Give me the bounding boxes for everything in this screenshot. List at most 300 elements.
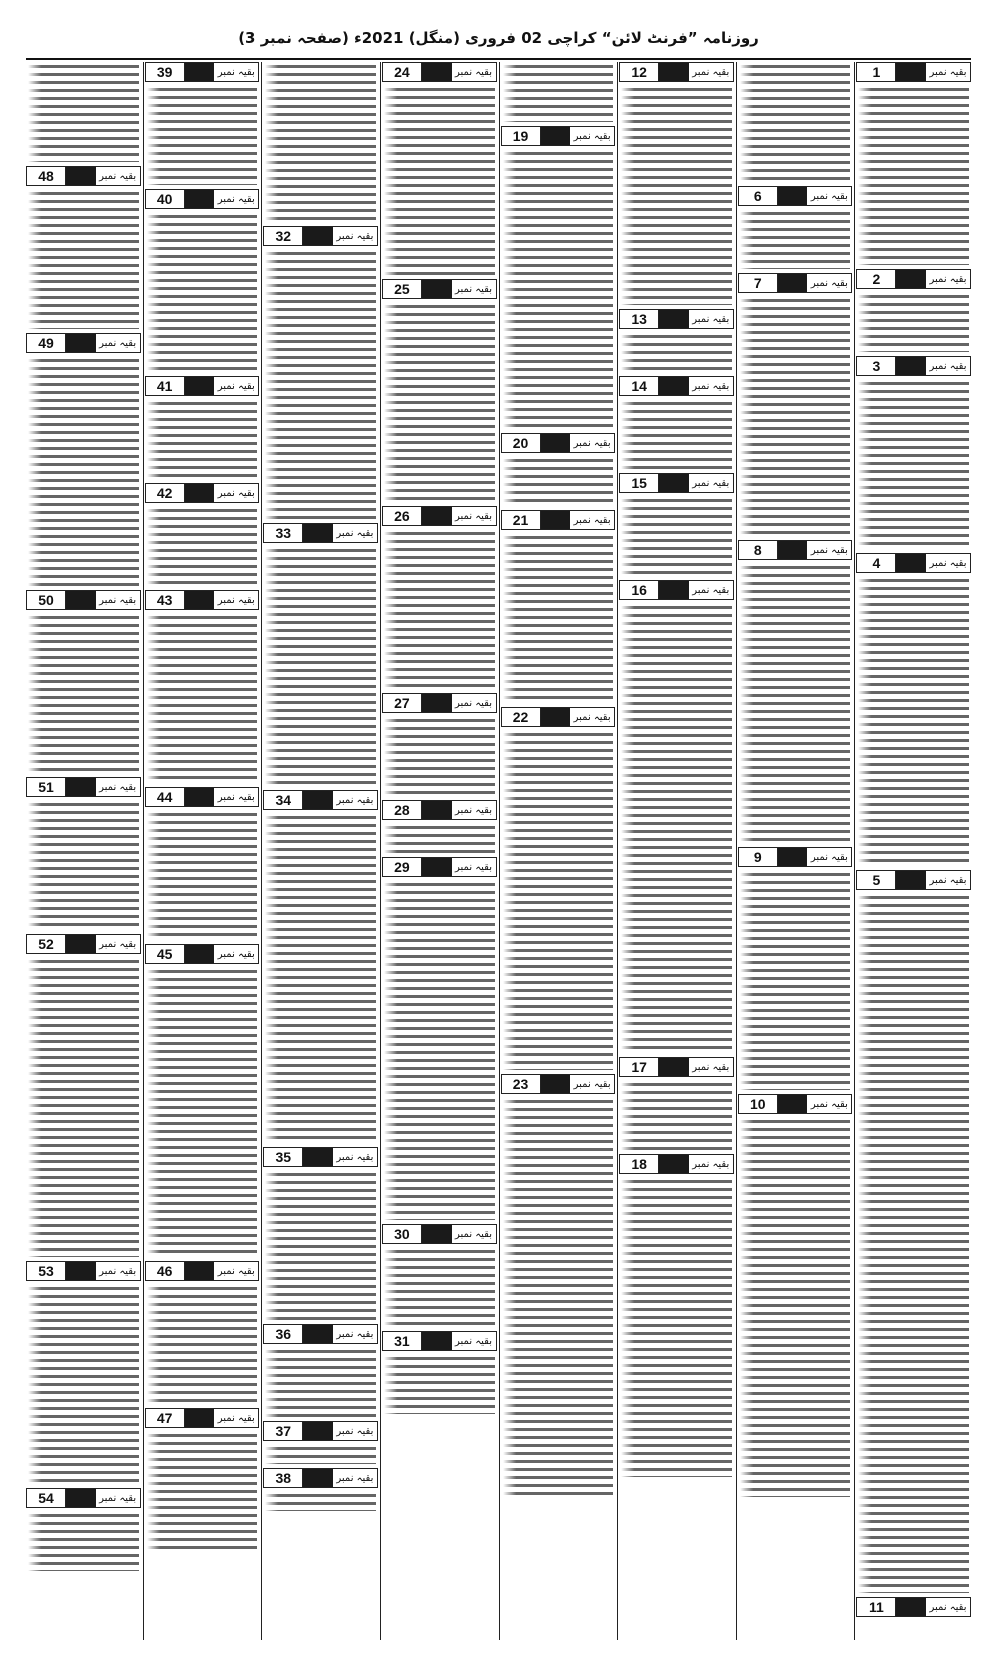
header-bar bbox=[659, 310, 689, 328]
story-header bbox=[26, 1488, 141, 1508]
story-number: 21 bbox=[502, 511, 541, 529]
story-body-text bbox=[621, 85, 732, 305]
story-body-text bbox=[147, 967, 258, 1257]
story-header bbox=[382, 693, 497, 713]
story-number: 5 bbox=[857, 871, 896, 889]
story-number: 10 bbox=[739, 1095, 778, 1113]
header-bar bbox=[185, 190, 215, 208]
story-body-text bbox=[503, 1097, 614, 1497]
story-number: 14 bbox=[620, 377, 659, 395]
story-header bbox=[263, 1324, 378, 1344]
story-label: بقیہ نمبر bbox=[217, 66, 255, 78]
story-number: 39 bbox=[146, 63, 185, 81]
story-body-text bbox=[621, 1177, 732, 1477]
story bbox=[738, 273, 853, 536]
header-bar bbox=[185, 63, 215, 81]
story-number: 32 bbox=[264, 227, 303, 245]
story-label: بقیہ نمبر bbox=[692, 1158, 730, 1170]
story bbox=[263, 1421, 378, 1464]
story-body-text bbox=[621, 332, 732, 372]
header-bar bbox=[422, 280, 452, 298]
story-body-text bbox=[740, 296, 851, 536]
story-number: 9 bbox=[739, 848, 778, 866]
story-header bbox=[619, 1057, 734, 1077]
story-header bbox=[145, 189, 260, 209]
story-header bbox=[145, 1261, 260, 1281]
story-body-text bbox=[740, 209, 851, 269]
story-number: 38 bbox=[264, 1469, 303, 1487]
story-header bbox=[26, 166, 141, 186]
column-1 bbox=[856, 62, 971, 1640]
story-label: بقیہ نمبر bbox=[810, 190, 848, 202]
story-label: بقیہ نمبر bbox=[455, 697, 492, 709]
story-body-text bbox=[28, 62, 139, 162]
story-label: بقیہ نمبر bbox=[217, 1412, 255, 1424]
story-header bbox=[382, 279, 497, 299]
story-label: بقیہ نمبر bbox=[217, 380, 255, 392]
story bbox=[619, 62, 734, 305]
story-header bbox=[619, 473, 734, 493]
story bbox=[856, 870, 971, 1593]
header-bar bbox=[659, 377, 689, 395]
header-bar bbox=[541, 708, 571, 726]
story bbox=[145, 483, 260, 586]
story-label: بقیہ نمبر bbox=[99, 594, 137, 606]
story-label: بقیہ نمبر bbox=[455, 1228, 492, 1240]
column-5 bbox=[382, 62, 497, 1640]
masthead-rule bbox=[26, 58, 971, 60]
story-body-text bbox=[28, 356, 139, 586]
story-header bbox=[26, 590, 141, 610]
story-number: 2 bbox=[857, 270, 896, 288]
story bbox=[501, 1074, 616, 1497]
story-number: 7 bbox=[739, 274, 778, 292]
story-header bbox=[619, 580, 734, 600]
story-label: بقیہ نمبر bbox=[455, 66, 492, 78]
story-body-text bbox=[740, 1117, 851, 1497]
story-header bbox=[145, 376, 260, 396]
header-bar bbox=[422, 801, 452, 819]
story-label: بقیہ نمبر bbox=[573, 130, 611, 142]
column-separator bbox=[143, 62, 144, 1640]
story-label: بقیہ نمبر bbox=[336, 527, 374, 539]
story bbox=[738, 847, 853, 1090]
story-label: بقیہ نمبر bbox=[455, 510, 492, 522]
header-bar bbox=[422, 694, 452, 712]
story-body-text bbox=[621, 603, 732, 1053]
story bbox=[501, 126, 616, 429]
story-number: 46 bbox=[146, 1262, 185, 1280]
story-label: بقیہ نمبر bbox=[692, 380, 730, 392]
story-label: بقیہ نمبر bbox=[217, 948, 255, 960]
story-header bbox=[738, 540, 853, 560]
story-number: 52 bbox=[27, 935, 66, 953]
header-bar bbox=[659, 1058, 689, 1076]
story-label: بقیہ نمبر bbox=[810, 851, 848, 863]
story bbox=[738, 186, 853, 269]
story-number: 37 bbox=[264, 1422, 303, 1440]
story-number: 36 bbox=[264, 1325, 303, 1343]
story-header bbox=[619, 309, 734, 329]
story-body-text bbox=[147, 85, 258, 185]
column-7 bbox=[145, 62, 260, 1640]
story-label: بقیہ نمبر bbox=[336, 1151, 374, 1163]
story-number: 11 bbox=[857, 1598, 896, 1616]
header-bar bbox=[778, 187, 808, 205]
story-body-text bbox=[384, 85, 495, 275]
story bbox=[856, 62, 971, 265]
masthead bbox=[0, 28, 997, 56]
story-label: بقیہ نمبر bbox=[692, 477, 730, 489]
story-label: بقیہ نمبر bbox=[99, 337, 137, 349]
story-number: 44 bbox=[146, 788, 185, 806]
column-separator bbox=[499, 62, 500, 1640]
story bbox=[619, 376, 734, 469]
story-body-text bbox=[147, 1431, 258, 1551]
story-number: 48 bbox=[27, 167, 66, 185]
story bbox=[619, 580, 734, 1053]
story bbox=[382, 62, 497, 275]
story-label: بقیہ نمبر bbox=[336, 1328, 374, 1340]
story-body-text bbox=[265, 249, 376, 519]
story-body-text bbox=[621, 1080, 732, 1150]
story-number: 45 bbox=[146, 945, 185, 963]
story bbox=[382, 279, 497, 502]
column-4 bbox=[501, 62, 616, 1640]
header-bar bbox=[185, 945, 215, 963]
story-header bbox=[263, 226, 378, 246]
story-header bbox=[263, 523, 378, 543]
story bbox=[26, 934, 141, 1257]
story-header bbox=[382, 506, 497, 526]
story-number: 47 bbox=[146, 1409, 185, 1427]
header-bar bbox=[422, 507, 452, 525]
story-header bbox=[145, 787, 260, 807]
story bbox=[263, 523, 378, 786]
story bbox=[856, 356, 971, 549]
story-label: بقیہ نمبر bbox=[573, 437, 611, 449]
story-header bbox=[501, 707, 616, 727]
story-header bbox=[263, 1147, 378, 1167]
story-body-text bbox=[384, 529, 495, 689]
story-label: بقیہ نمبر bbox=[217, 193, 255, 205]
story bbox=[619, 1154, 734, 1477]
story bbox=[501, 62, 616, 122]
column-8 bbox=[26, 62, 141, 1640]
story-body-text bbox=[858, 379, 969, 549]
story-body-text bbox=[147, 810, 258, 940]
story-body-text bbox=[147, 212, 258, 372]
story-number: 51 bbox=[27, 778, 66, 796]
story bbox=[619, 309, 734, 372]
story-header bbox=[145, 1408, 260, 1428]
story-label: بقیہ نمبر bbox=[929, 874, 967, 886]
story bbox=[263, 62, 378, 222]
story-header bbox=[263, 1421, 378, 1441]
story-body-text bbox=[147, 399, 258, 479]
story-body-text bbox=[265, 546, 376, 786]
story bbox=[382, 506, 497, 689]
story-number: 43 bbox=[146, 591, 185, 609]
header-bar bbox=[185, 591, 215, 609]
header-bar bbox=[422, 63, 452, 81]
story-number: 40 bbox=[146, 190, 185, 208]
story-label: بقیہ نمبر bbox=[455, 1335, 492, 1347]
story-header bbox=[856, 62, 971, 82]
story bbox=[501, 510, 616, 703]
story-body-text bbox=[147, 613, 258, 783]
story-body-text bbox=[384, 880, 495, 1220]
story-number: 49 bbox=[27, 334, 66, 352]
story bbox=[145, 787, 260, 940]
story-label: بقیہ نمبر bbox=[336, 1472, 374, 1484]
story-header bbox=[501, 126, 616, 146]
story bbox=[145, 590, 260, 783]
story-body-text bbox=[384, 716, 495, 796]
story-header bbox=[856, 269, 971, 289]
header-bar bbox=[422, 858, 452, 876]
story-number: 6 bbox=[739, 187, 778, 205]
story bbox=[856, 553, 971, 866]
story-header bbox=[26, 777, 141, 797]
story-header bbox=[856, 356, 971, 376]
story-label: بقیہ نمبر bbox=[99, 170, 137, 182]
story-number: 42 bbox=[146, 484, 185, 502]
story-body-text bbox=[265, 1347, 376, 1417]
story-number: 35 bbox=[264, 1148, 303, 1166]
story-number: 26 bbox=[383, 507, 422, 525]
header-bar bbox=[778, 848, 808, 866]
story-number: 13 bbox=[620, 310, 659, 328]
header-bar bbox=[778, 541, 808, 559]
story-body-text bbox=[384, 1354, 495, 1414]
header-bar bbox=[303, 524, 333, 542]
story-label: بقیہ نمبر bbox=[810, 544, 848, 556]
story bbox=[738, 540, 853, 843]
story-number: 16 bbox=[620, 581, 659, 599]
story bbox=[619, 473, 734, 576]
story-label: بقیہ نمبر bbox=[573, 514, 611, 526]
story bbox=[145, 944, 260, 1257]
story-number: 34 bbox=[264, 791, 303, 809]
header-bar bbox=[659, 1155, 689, 1173]
story bbox=[263, 1468, 378, 1511]
column-2 bbox=[738, 62, 853, 1640]
story-header bbox=[856, 553, 971, 573]
story-label: بقیہ نمبر bbox=[573, 711, 611, 723]
story-body-text bbox=[858, 893, 969, 1593]
story-body-text bbox=[503, 533, 614, 703]
story-header bbox=[26, 1261, 141, 1281]
story-label: بقیہ نمبر bbox=[929, 360, 967, 372]
header-bar bbox=[66, 591, 96, 609]
story bbox=[26, 1488, 141, 1571]
story-number: 41 bbox=[146, 377, 185, 395]
story-label: بقیہ نمبر bbox=[455, 283, 492, 295]
story-body-text bbox=[858, 576, 969, 866]
story-header bbox=[382, 800, 497, 820]
story bbox=[26, 62, 141, 162]
story-number: 1 bbox=[857, 63, 896, 81]
story-number: 3 bbox=[857, 357, 896, 375]
story-header bbox=[619, 1154, 734, 1174]
story-number: 19 bbox=[502, 127, 541, 145]
header-bar bbox=[541, 434, 571, 452]
story bbox=[738, 1094, 853, 1497]
story-label: بقیہ نمبر bbox=[810, 277, 848, 289]
story bbox=[145, 1408, 260, 1551]
header-bar bbox=[896, 270, 926, 288]
story-label: بقیہ نمبر bbox=[217, 594, 255, 606]
header-bar bbox=[659, 63, 689, 81]
story-header bbox=[738, 847, 853, 867]
story-header bbox=[263, 1468, 378, 1488]
header-bar bbox=[778, 1095, 808, 1113]
story bbox=[26, 333, 141, 586]
story-body-text bbox=[384, 1247, 495, 1327]
header-bar bbox=[185, 1409, 215, 1427]
story-header bbox=[738, 186, 853, 206]
story bbox=[263, 226, 378, 519]
column-3 bbox=[619, 62, 734, 1640]
header-bar bbox=[66, 167, 96, 185]
header-bar bbox=[896, 1598, 926, 1616]
story-label: بقیہ نمبر bbox=[217, 1265, 255, 1277]
header-bar bbox=[185, 1262, 215, 1280]
story-header bbox=[382, 62, 497, 82]
story-label: بقیہ نمبر bbox=[336, 230, 374, 242]
header-bar bbox=[66, 1489, 96, 1507]
header-bar bbox=[66, 1262, 96, 1280]
story-number: 12 bbox=[620, 63, 659, 81]
story-header bbox=[382, 1331, 497, 1351]
story bbox=[145, 376, 260, 479]
story-body-text bbox=[858, 85, 969, 265]
story bbox=[26, 166, 141, 329]
story-label: بقیہ نمبر bbox=[336, 1425, 374, 1437]
story-number: 27 bbox=[383, 694, 422, 712]
story-number: 53 bbox=[27, 1262, 66, 1280]
story-body-text bbox=[621, 496, 732, 576]
column-6 bbox=[263, 62, 378, 1640]
header-bar bbox=[185, 377, 215, 395]
story-number: 25 bbox=[383, 280, 422, 298]
story bbox=[856, 269, 971, 352]
story-label: بقیہ نمبر bbox=[692, 584, 730, 596]
story bbox=[856, 1597, 971, 1617]
story-header bbox=[145, 590, 260, 610]
story-number: 4 bbox=[857, 554, 896, 572]
story-header bbox=[145, 62, 260, 82]
story bbox=[501, 433, 616, 506]
story-header bbox=[738, 273, 853, 293]
story-number: 22 bbox=[502, 708, 541, 726]
story-number: 54 bbox=[27, 1489, 66, 1507]
story-header bbox=[856, 1597, 971, 1617]
story-number: 8 bbox=[739, 541, 778, 559]
story-label: بقیہ نمبر bbox=[929, 1601, 967, 1613]
story-body-text bbox=[147, 1284, 258, 1404]
header-bar bbox=[303, 1469, 333, 1487]
header-bar bbox=[303, 791, 333, 809]
story-label: بقیہ نمبر bbox=[455, 861, 492, 873]
story-body-text bbox=[503, 456, 614, 506]
story bbox=[145, 1261, 260, 1404]
story-body-text bbox=[384, 823, 495, 853]
story-body-text bbox=[265, 813, 376, 1143]
story-header bbox=[856, 870, 971, 890]
header-bar bbox=[778, 274, 808, 292]
story-label: بقیہ نمبر bbox=[810, 1098, 848, 1110]
story-label: بقیہ نمبر bbox=[99, 1265, 137, 1277]
column-separator bbox=[617, 62, 618, 1640]
story-header bbox=[382, 1224, 497, 1244]
story-number: 17 bbox=[620, 1058, 659, 1076]
header-bar bbox=[541, 127, 571, 145]
header-bar bbox=[896, 871, 926, 889]
story-body-text bbox=[265, 1444, 376, 1464]
story-body-text bbox=[28, 189, 139, 329]
header-bar bbox=[303, 1148, 333, 1166]
story-body-text bbox=[265, 1170, 376, 1320]
story-number: 31 bbox=[383, 1332, 422, 1350]
header-bar bbox=[659, 581, 689, 599]
story-body-text bbox=[621, 399, 732, 469]
story bbox=[619, 1057, 734, 1150]
story-body-text bbox=[28, 800, 139, 930]
story-body-text bbox=[28, 613, 139, 773]
story-label: بقیہ نمبر bbox=[692, 313, 730, 325]
story-number: 29 bbox=[383, 858, 422, 876]
story-header bbox=[501, 1074, 616, 1094]
story-label: بقیہ نمبر bbox=[455, 804, 492, 816]
story bbox=[145, 62, 260, 185]
story-header bbox=[501, 433, 616, 453]
header-bar bbox=[659, 474, 689, 492]
story-body-text bbox=[28, 957, 139, 1257]
story-body-text bbox=[265, 1491, 376, 1511]
story-label: بقیہ نمبر bbox=[217, 791, 255, 803]
story-label: بقیہ نمبر bbox=[573, 1078, 611, 1090]
story bbox=[263, 1324, 378, 1417]
story-body-text bbox=[740, 62, 851, 182]
header-bar bbox=[541, 511, 571, 529]
story bbox=[263, 1147, 378, 1320]
story-label: بقیہ نمبر bbox=[929, 66, 967, 78]
story bbox=[382, 1331, 497, 1414]
masthead-title: روزنامہ ”فرنٹ لائن“ کراچی 02 فروری (منگل) 2021ء (صفحہ نمبر 3) bbox=[238, 29, 759, 47]
story-label: بقیہ نمبر bbox=[99, 938, 137, 950]
story-header bbox=[263, 790, 378, 810]
header-bar bbox=[896, 63, 926, 81]
story-header bbox=[382, 857, 497, 877]
story-body-text bbox=[503, 149, 614, 429]
story-header bbox=[26, 934, 141, 954]
story-body-text bbox=[28, 1284, 139, 1484]
story-label: بقیہ نمبر bbox=[929, 557, 967, 569]
story-label: بقیہ نمبر bbox=[929, 273, 967, 285]
story-label: بقیہ نمبر bbox=[99, 1492, 137, 1504]
header-bar bbox=[541, 1075, 571, 1093]
header-bar bbox=[303, 1422, 333, 1440]
story-body-text bbox=[28, 1511, 139, 1571]
header-bar bbox=[896, 554, 926, 572]
story-header bbox=[145, 944, 260, 964]
story-number: 18 bbox=[620, 1155, 659, 1173]
story-body-text bbox=[858, 292, 969, 352]
story-label: بقیہ نمبر bbox=[692, 66, 730, 78]
header-bar bbox=[66, 778, 96, 796]
